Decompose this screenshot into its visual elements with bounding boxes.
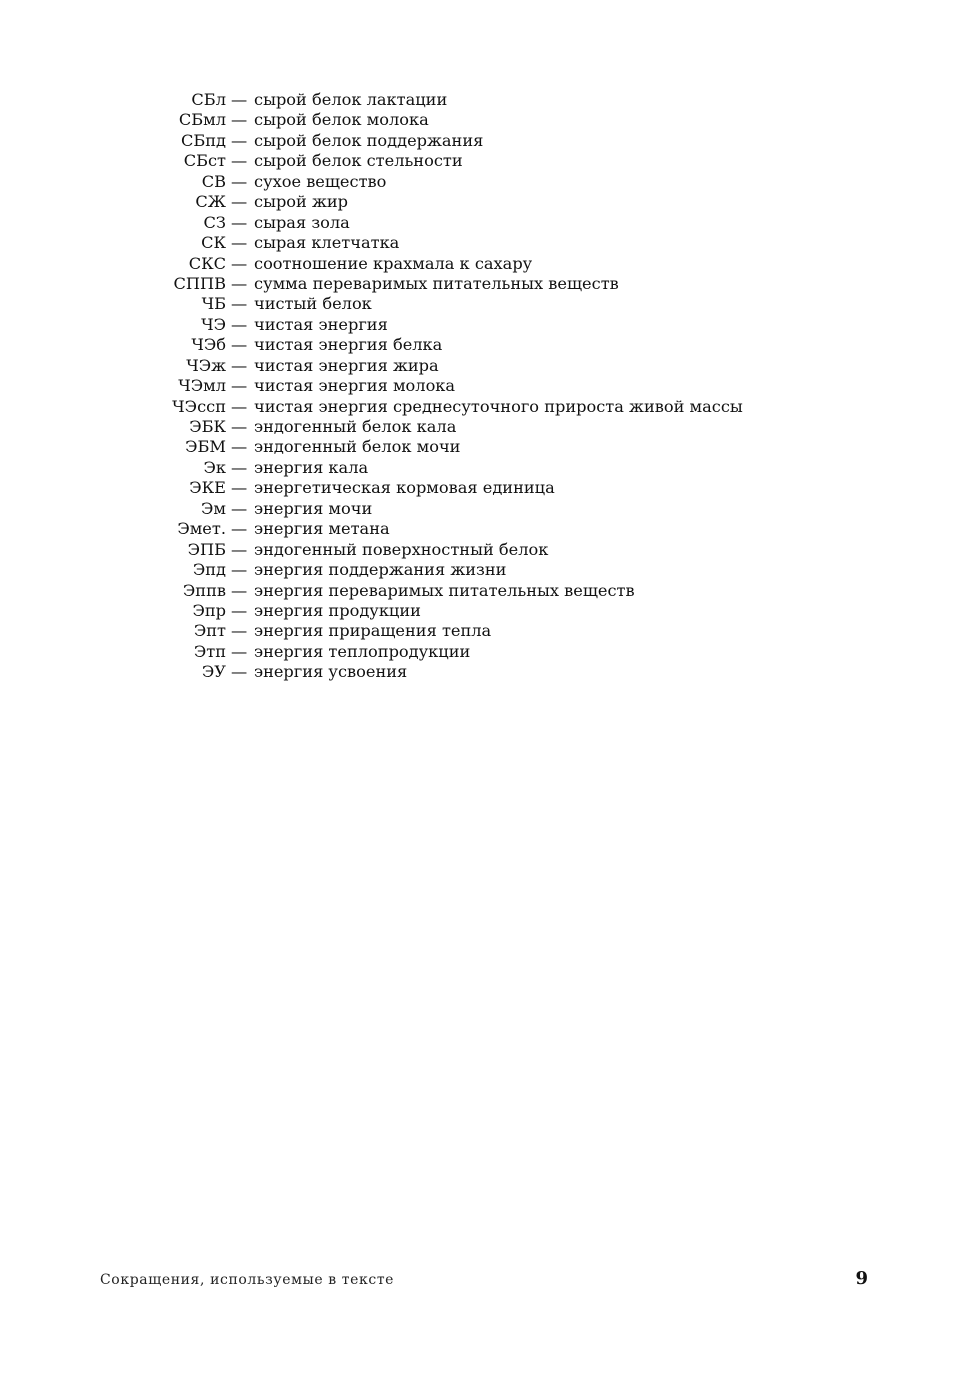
abbreviation-term: СБпд [180, 130, 226, 150]
abbreviation-term: СК [201, 233, 226, 253]
abbreviation-term: СЖ [195, 192, 226, 212]
abbreviation-term: Эппв [182, 580, 226, 600]
em-dash: — [231, 212, 248, 232]
em-dash: — [231, 396, 248, 416]
abbreviation-row [0, 540, 743, 560]
abbreviation-definition: сырой жир [254, 192, 349, 212]
abbreviation-term: ЭПБ [187, 539, 226, 559]
em-dash: — [231, 130, 248, 150]
abbreviation-row [0, 294, 743, 314]
em-dash: — [231, 253, 248, 273]
abbreviation-definition: соотношение крахмала к сахару [254, 253, 533, 273]
abbreviation-term: СЗ [203, 212, 226, 232]
abbreviation-term: ЧЭб [191, 335, 226, 355]
em-dash: — [231, 621, 248, 641]
abbreviation-definition: сухое вещество [254, 171, 387, 191]
abbreviation-term: ЧЭ [201, 314, 226, 334]
abbreviation-row [0, 397, 743, 417]
em-dash: — [231, 600, 248, 620]
em-dash: — [231, 560, 248, 580]
abbreviation-definition: сырая зола [254, 212, 350, 232]
abbreviation-definition: энергия поддержания жизни [254, 560, 507, 580]
abbreviation-term: ЭБК [189, 417, 226, 436]
abbreviation-row [0, 662, 743, 682]
abbreviation-row [0, 151, 743, 171]
abbreviation-term: Эпд [192, 560, 226, 580]
abbreviation-term: Эм [201, 498, 226, 518]
abbreviation-term: СБмл [178, 110, 226, 130]
abbreviation-list [0, 90, 743, 683]
abbreviation-row [0, 376, 743, 396]
abbreviation-definition: сумма переваримых питательных веществ [254, 273, 619, 293]
em-dash: — [231, 355, 248, 375]
abbreviation-term: ЧБ [201, 294, 226, 314]
abbreviation-definition: чистая энергия жира [254, 355, 439, 375]
abbreviation-definition: чистая энергия молока [254, 376, 456, 396]
abbreviation-term: ЭКЕ [189, 478, 226, 498]
abbreviation-row [0, 90, 743, 110]
abbreviation-definition: энергия приращения тепла [254, 621, 492, 641]
abbreviation-term: СБл [191, 90, 226, 109]
abbreviation-definition: сырая клетчатка [254, 233, 400, 253]
abbreviation-row [0, 131, 743, 151]
abbreviation-definition: энергия переваримых питательных веществ [254, 580, 635, 600]
abbreviation-definition: энергетическая кормовая единица [254, 478, 555, 498]
abbreviation-row [0, 642, 743, 662]
abbreviation-row [0, 621, 743, 641]
abbreviation-definition: эндогенный белок мочи [254, 437, 461, 457]
abbreviation-term: СКС [188, 253, 226, 273]
em-dash: — [231, 519, 248, 539]
abbreviation-term: Эпр [192, 600, 226, 620]
abbreviation-term: ЧЭмл [178, 376, 226, 396]
abbreviation-term: ЧЭж [186, 355, 226, 375]
em-dash: — [231, 457, 248, 477]
abbreviation-term: Этп [193, 641, 226, 661]
em-dash: — [231, 171, 248, 191]
abbreviation-row [0, 213, 743, 233]
em-dash: — [231, 498, 248, 518]
page-number: 9 [855, 1268, 868, 1289]
em-dash: — [231, 376, 248, 396]
running-footer-title: Сокращения, используемые в тексте [100, 1272, 395, 1288]
abbreviation-definition: чистая энергия [254, 314, 388, 334]
em-dash: — [231, 539, 248, 559]
abbreviation-definition: сырой белок молока [254, 110, 429, 130]
abbreviation-row [0, 417, 743, 437]
abbreviation-row [0, 458, 743, 478]
abbreviation-term: ЭБМ [185, 437, 226, 457]
em-dash: — [231, 192, 248, 212]
em-dash: — [231, 478, 248, 498]
abbreviation-definition: сырой белок поддержания [254, 130, 484, 150]
abbreviation-term: СППВ [173, 273, 226, 293]
abbreviation-row [0, 478, 743, 498]
em-dash: — [231, 273, 248, 293]
abbreviation-definition: чистая энергия белка [254, 335, 443, 355]
abbreviation-definition: энергия кала [254, 457, 369, 477]
abbreviation-definition: энергия усвоения [254, 662, 408, 682]
em-dash: — [231, 233, 248, 253]
em-dash: — [231, 151, 248, 171]
em-dash: — [231, 437, 248, 457]
abbreviation-row [0, 192, 743, 212]
em-dash: — [231, 90, 248, 109]
em-dash: — [231, 335, 248, 355]
abbreviation-definition: чистый белок [254, 294, 372, 314]
em-dash: — [231, 110, 248, 130]
abbreviation-definition: сырой белок стельности [254, 151, 463, 171]
abbreviation-term: СБст [183, 151, 226, 171]
abbreviation-row [0, 254, 743, 274]
abbreviation-row [0, 172, 743, 192]
em-dash: — [231, 417, 248, 436]
abbreviation-definition: энергия продукции [254, 600, 421, 620]
abbreviation-row [0, 560, 743, 580]
abbreviation-term: СВ [201, 171, 226, 191]
abbreviation-definition: энергия метана [254, 519, 390, 539]
abbreviation-row [0, 499, 743, 519]
abbreviation-row [0, 110, 743, 130]
abbreviation-row [0, 274, 743, 294]
abbreviation-row [0, 335, 743, 355]
em-dash: — [231, 662, 248, 682]
abbreviation-definition: эндогенный белок кала [254, 417, 457, 436]
em-dash: — [231, 314, 248, 334]
abbreviation-term: ЭУ [201, 662, 226, 682]
abbreviation-definition: энергия мочи [254, 498, 373, 518]
em-dash: — [231, 641, 248, 661]
abbreviation-row [0, 233, 743, 253]
abbreviation-term: Эпт [193, 621, 226, 641]
abbreviation-term: ЧЭссп [172, 396, 226, 416]
abbreviation-definition: чистая энергия среднесуточного прироста живой массы [254, 396, 743, 416]
abbreviation-term: Эмет. [177, 519, 226, 539]
abbreviation-term: Эк [203, 457, 226, 477]
abbreviation-row [0, 519, 743, 539]
abbreviation-row [0, 437, 743, 457]
em-dash: — [231, 294, 248, 314]
abbreviation-row [0, 601, 743, 621]
abbreviation-row [0, 356, 743, 376]
abbreviation-definition: эндогенный поверхностный белок [254, 539, 549, 559]
abbreviation-row [0, 581, 743, 601]
abbreviation-row [0, 315, 743, 335]
em-dash: — [231, 580, 248, 600]
abbreviation-definition: энергия теплопродукции [254, 641, 471, 661]
abbreviation-definition: сырой белок лактации [254, 90, 448, 109]
